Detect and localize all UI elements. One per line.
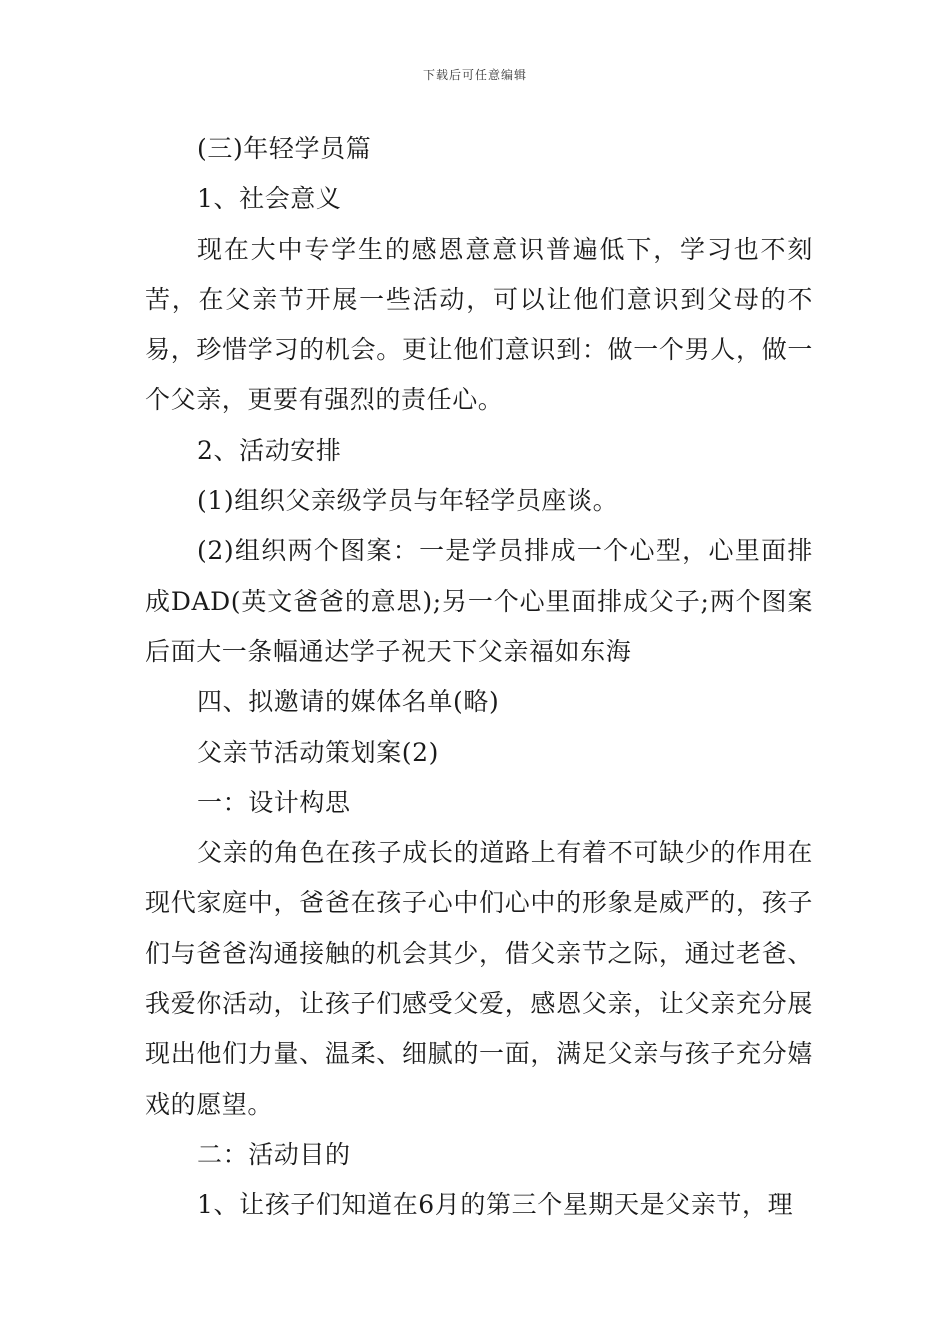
subheading-activity-arrangement: 2、活动安排 bbox=[197, 435, 342, 465]
paragraph-design-concept: 父亲的角色在孩子成长的道路上有着不可缺少的作用在现代家庭中，爸爸在孩子心中们心中的形象是威严的，孩子们与爸爸沟通接触的机会其少，借父亲节之际，通过老爸、我爱你活动，让孩子们感受父爱，感恩父亲，让父亲充分展现出他们力量、温柔、细腻的一面，满足父亲与孩子充分嬉戏的愿望。 bbox=[145, 838, 813, 1119]
list-item-patterns: (2)组织两个图案：一是学员排成一个心型，心里面排成DAD(英文爸爸的意思);另一个心里面排成父子;两个图案后面大一条幅通达学子祝天下父亲福如东海 bbox=[145, 536, 813, 666]
subheading-social-significance: 1、社会意义 bbox=[197, 184, 342, 214]
plan-title: 父亲节活动策划案(2) bbox=[197, 737, 440, 767]
section-heading-young-trainees: (三)年轻学员篇 bbox=[197, 134, 372, 163]
subheading-design-concept: 一：设计构思 bbox=[197, 787, 351, 817]
page-header: 下载后可任意编辑 bbox=[422, 68, 527, 82]
subheading-activity-purpose: 二：活动目的 bbox=[197, 1139, 351, 1169]
section-heading-media-list: 四、拟邀请的媒体名单(略) bbox=[197, 687, 500, 717]
list-item-forum: (1)组织父亲级学员与年轻学员座谈。 bbox=[197, 486, 619, 516]
paragraph-social-significance: 现在大中专学生的感恩意意识普遍低下，学习也不刻苦，在父亲节开展一些活动，可以让他们意识到父母的不易，珍惜学习的机会。更让他们意识到：做一个男人，做一个父亲，更要有强烈的责任心。 bbox=[145, 234, 813, 415]
paragraph-purpose-item-1: 1、让孩子们知道在6月的第三个星期天是父亲节，理 bbox=[197, 1190, 794, 1220]
document-body bbox=[145, 124, 813, 1231]
